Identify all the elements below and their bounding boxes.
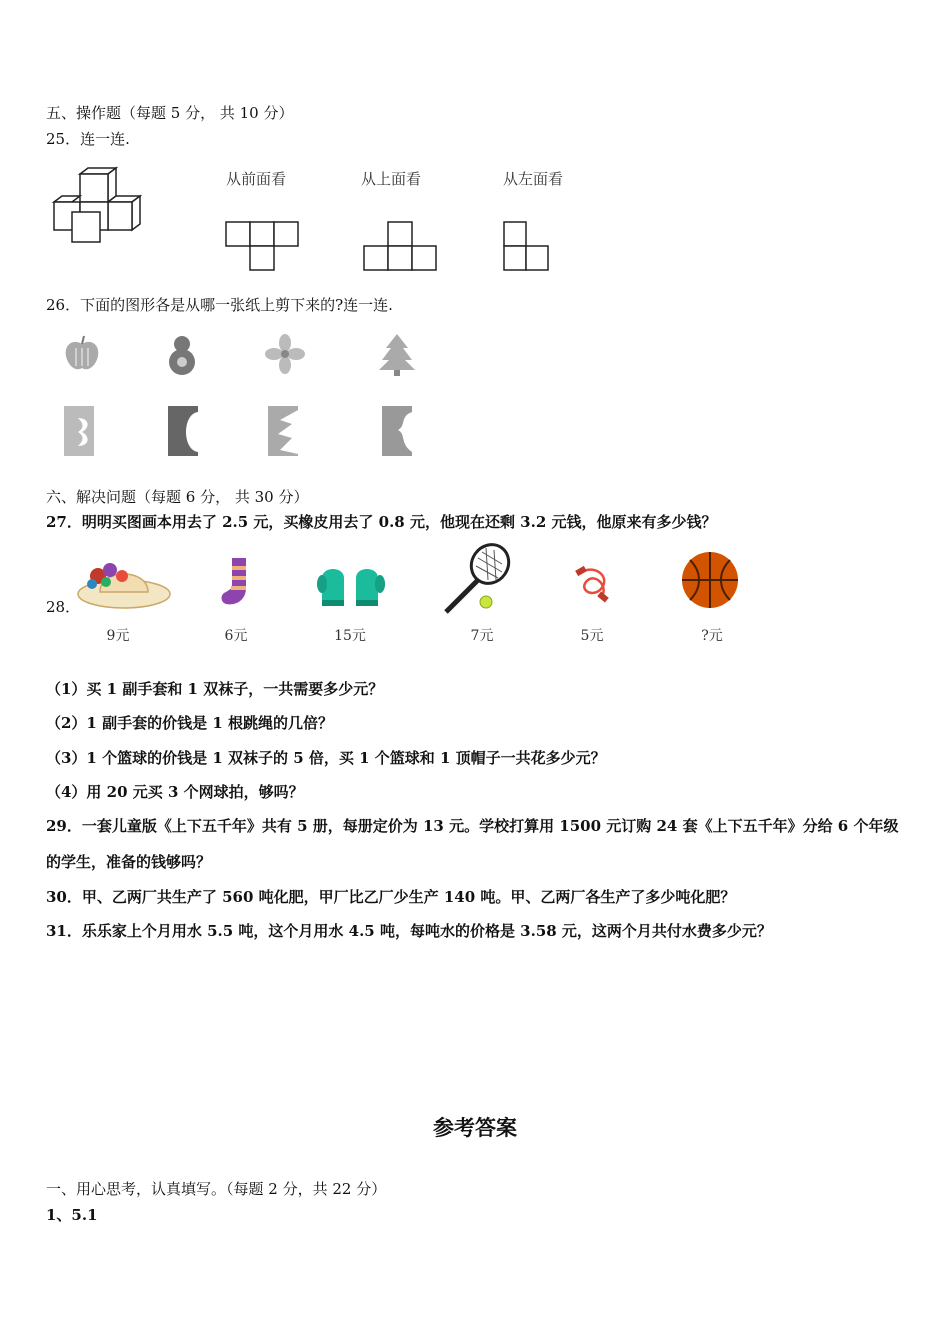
q25-text: 25．连一连. [46,130,130,148]
price-jump-rope: 5元 [580,628,604,644]
answers-title: 参考答案 [433,1115,517,1140]
apple-icon [62,334,102,374]
view-front-label: 从前面看 [226,170,287,188]
q29-line-1: 29．一套儿童版《上下五千年》共有 5 册，每册定价为 13 元。学校打算用 1500 元订购 24 套《上下五千年》分给 6 个年级 [46,817,899,835]
basketball-icon [680,550,740,610]
tennis-racket-icon [440,544,516,616]
paper-cut-3-icon [268,406,300,458]
flower-icon [264,334,306,374]
front-view-icon [226,222,302,272]
left-view-icon [504,222,556,272]
answer-1: 1、5.1 [46,1206,98,1224]
tree-icon [378,334,416,376]
q30-text: 30．甲、乙两厂共生产了 560 吨化肥，甲厂比乙厂少生产 140 吨。甲、乙两厂各生产了多少吨化肥？ [46,888,736,906]
q28-sub-4: （4）用 20 元买 3 个网球拍，够吗？ [46,783,304,801]
q26-text: 26．下面的图形各是从哪一张纸上剪下来的?连一连. [46,296,393,314]
price-racket: 7元 [470,628,494,644]
q31-text: 31．乐乐家上个月用水 5.5 吨，这个月用水 4.5 吨，每吨水的价格是 3.58 元，这两个月共付水费多少元？ [46,922,772,940]
paper-cut-1-icon [64,406,96,458]
gourd-icon [164,332,200,376]
price-sock: 6元 [224,628,248,644]
q27-text: 27．明明买图画本用去了 2.5 元，买橡皮用去了 0.8 元，他现在还剩 3.2 元钱，他原来有多少钱？ [46,513,717,531]
sock-icon [218,556,256,608]
answers-section-1: 一、用心思考，认真填写。（每题 2 分，共 22 分） [46,1180,387,1198]
q28-number: 28． [46,598,81,616]
q28-sub-1: （1）买 1 副手套和 1 双袜子，一共需要多少元？ [46,680,384,698]
price-basketball: ?元 [701,628,723,644]
price-mittens: 15元 [334,628,366,644]
cube-stack-icon [50,166,146,246]
section-6-heading: 六、解决问题（每题 6 分， 共 30 分） [46,488,309,506]
mittens-icon [316,560,386,610]
jump-rope-icon [572,560,618,604]
q29-line-2: 的学生，准备的钱够吗？ [46,853,212,871]
top-view-icon [364,222,440,272]
q28-sub-3: （3）1 个篮球的价钱是 1 双袜子的 5 倍，买 1 个篮球和 1 顶帽子一共花多少元？ [46,749,606,767]
q28-sub-2: （2）1 副手套的价钱是 1 根跳绳的几倍？ [46,714,333,732]
hat-icon [76,554,172,610]
section-5-heading: 五、操作题（每题 5 分， 共 10 分） [46,104,294,122]
view-top-label: 从上面看 [361,170,422,188]
view-left-label: 从左面看 [503,170,564,188]
paper-cut-4-icon [382,406,414,458]
price-hat: 9元 [106,628,130,644]
paper-cut-2-icon [168,406,200,458]
